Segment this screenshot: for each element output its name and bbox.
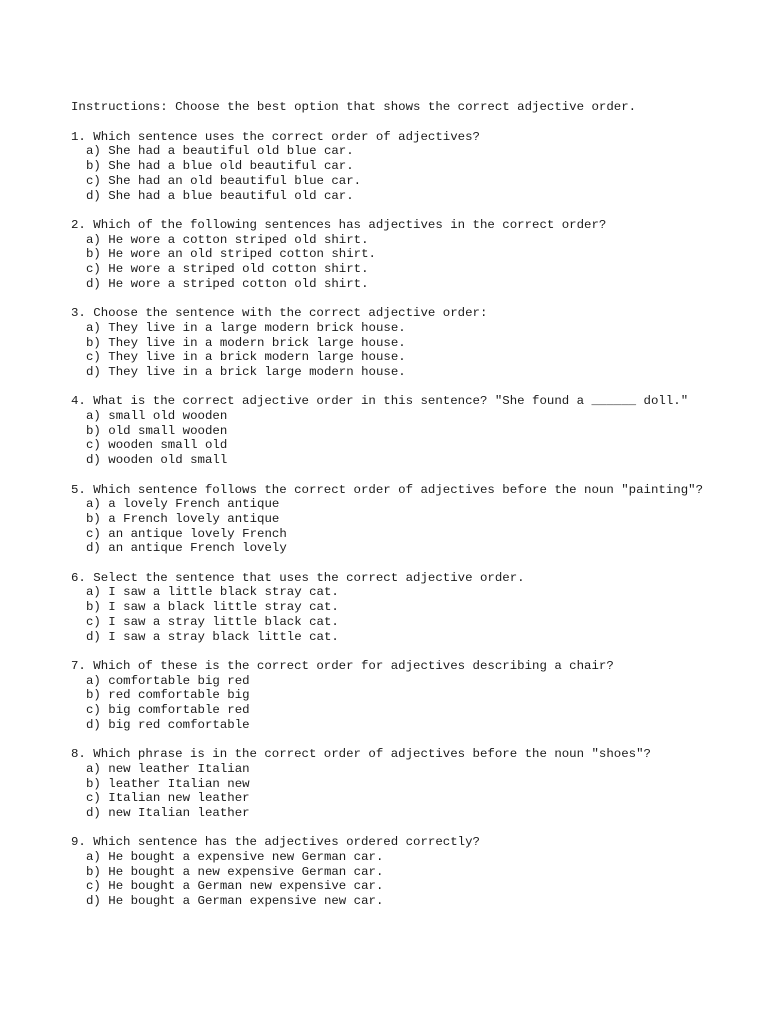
question-2 <box>71 218 731 292</box>
option-a: a) I saw a little black stray cat. <box>86 585 339 600</box>
option-c: c) big comfortable red <box>86 703 250 718</box>
option-b: b) red comfortable big <box>86 688 250 703</box>
question-text: 8. Which phrase is in the correct order of adjectives before the noun "shoes"? <box>71 747 651 762</box>
options-list <box>71 144 731 203</box>
question-9 <box>71 835 731 909</box>
option-a: a) She had a beautiful old blue car. <box>86 144 354 159</box>
option-b: b) She had a blue old beautiful car. <box>86 159 354 174</box>
options-list <box>71 409 731 468</box>
instructions-text: Instructions: Choose the best option that shows the correct adjective order. <box>71 100 637 114</box>
option-b: b) leather Italian new <box>86 776 250 791</box>
question-4 <box>71 394 731 468</box>
option-a: a) They live in a large modern brick house. <box>86 320 406 335</box>
question-text: 4. What is the correct adjective order in this sentence? "She found a ______ doll." <box>71 394 689 409</box>
option-c: c) He bought a German new expensive car. <box>86 879 384 894</box>
option-a: a) small old wooden <box>86 409 228 424</box>
option-a: a) He bought a expensive new German car. <box>86 850 384 865</box>
option-b: b) a French lovely antique <box>86 511 280 526</box>
option-c: c) an antique lovely French <box>86 526 287 541</box>
question-text: 7. Which of these is the correct order for adjectives describing a chair? <box>71 658 614 673</box>
option-d: d) new Italian leather <box>86 805 250 820</box>
option-d: d) an antique French lovely <box>86 541 287 556</box>
worksheet-page <box>71 100 731 924</box>
option-b: b) He bought a new expensive German car. <box>86 864 384 879</box>
option-b: b) They live in a modern brick large house. <box>86 335 406 350</box>
question-8 <box>71 747 731 821</box>
options-list <box>71 674 731 733</box>
option-d: d) big red comfortable <box>86 717 250 732</box>
option-c: c) Italian new leather <box>86 791 250 806</box>
option-c: c) I saw a stray little black cat. <box>86 614 339 629</box>
option-a: a) a lovely French antique <box>86 497 280 512</box>
options-list <box>71 850 731 909</box>
question-7 <box>71 659 731 733</box>
option-c: c) She had an old beautiful blue car. <box>86 173 362 188</box>
options-list <box>71 321 731 380</box>
question-text: 5. Which sentence follows the correct order of adjectives before the noun "painting"? <box>71 482 704 497</box>
question-text: 9. Which sentence has the adjectives ordered correctly? <box>71 835 480 850</box>
option-d: d) He bought a German expensive new car. <box>86 894 384 909</box>
question-text: 1. Which sentence uses the correct order of adjectives? <box>71 129 480 144</box>
options-list <box>71 233 731 292</box>
question-1 <box>71 130 731 204</box>
option-a: a) new leather Italian <box>86 761 250 776</box>
option-a: a) He wore a cotton striped old shirt. <box>86 232 369 247</box>
question-text: 2. Which of the following sentences has adjectives in the correct order? <box>71 217 607 232</box>
option-d: d) I saw a stray black little cat. <box>86 629 339 644</box>
option-b: b) I saw a black little stray cat. <box>86 600 339 615</box>
options-list <box>71 585 731 644</box>
question-3 <box>71 306 731 380</box>
question-5 <box>71 483 731 557</box>
option-d: d) wooden old small <box>86 453 228 468</box>
option-d: d) She had a blue beautiful old car. <box>86 188 354 203</box>
option-d: d) He wore a striped cotton old shirt. <box>86 276 369 291</box>
option-c: c) wooden small old <box>86 438 228 453</box>
option-d: d) They live in a brick large modern house. <box>86 364 406 379</box>
options-list <box>71 497 731 556</box>
option-b: b) He wore an old striped cotton shirt. <box>86 247 376 262</box>
option-a: a) comfortable big red <box>86 673 250 688</box>
options-list <box>71 762 731 821</box>
option-c: c) He wore a striped old cotton shirt. <box>86 262 369 277</box>
question-text: 6. Select the sentence that uses the correct adjective order. <box>71 570 525 585</box>
question-6 <box>71 571 731 645</box>
question-text: 3. Choose the sentence with the correct adjective order: <box>71 306 488 321</box>
option-b: b) old small wooden <box>86 423 228 438</box>
option-c: c) They live in a brick modern large house. <box>86 350 406 365</box>
